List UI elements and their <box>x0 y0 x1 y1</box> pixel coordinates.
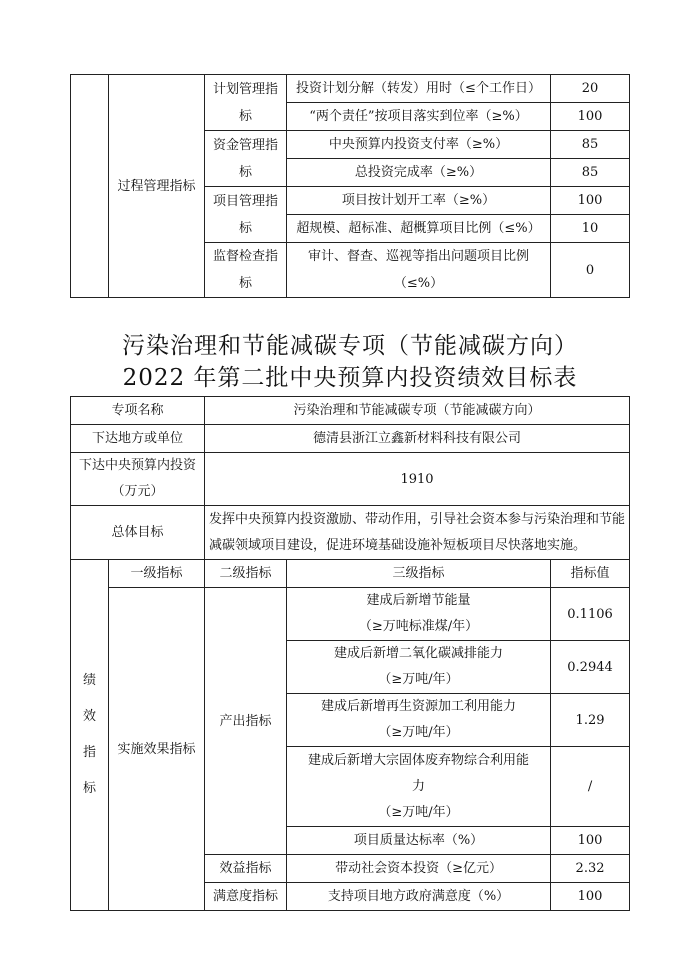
project-management-label: 项目管理指标 <box>205 187 287 243</box>
implementation-effect-label: 实施效果指标 <box>109 588 205 911</box>
indicator-value: 100 <box>551 103 630 131</box>
indicator-value: 85 <box>551 159 630 187</box>
process-indicators-table <box>70 74 630 298</box>
investment-label-line-1: 下达中央预算内投资 <box>79 458 197 473</box>
investment-value: 1910 <box>205 453 630 506</box>
process-category: 过程管理指标 <box>109 75 205 298</box>
satisfaction-indicator-label: 满意度指标 <box>205 883 287 911</box>
satisfaction-indicator: 支持项目地方政府满意度（%） <box>287 883 551 911</box>
supervision-label: 监督检查指标 <box>205 243 287 298</box>
unit-label: 下达地方或单位 <box>71 425 205 453</box>
output-value: 0.2944 <box>551 641 630 694</box>
output-indicator: 建成后新增大宗固体废弃物综合利用能 力 （≥万吨/年） <box>287 747 551 827</box>
output-indicator-label: 产出指标 <box>205 588 287 855</box>
indicator-value: 85 <box>551 131 630 159</box>
performance-indicator-side-label: 绩 效 指 标 <box>71 560 109 911</box>
overall-goal-label: 总体目标 <box>71 506 205 560</box>
page-title-line-2: 2022 年第二批中央预算内投资绩效目标表 <box>122 365 578 391</box>
output-indicator: 建成后新增节能量 （≥万吨标准煤/年） <box>287 588 551 641</box>
project-name-value: 污染治理和节能减碳专项（节能减碳方向） <box>205 397 630 425</box>
side-blank-cell <box>71 75 109 298</box>
header-level2: 二级指标 <box>205 560 287 588</box>
indicator-value: 20 <box>551 75 630 103</box>
header-value: 指标值 <box>551 560 630 588</box>
page-title-line-1: 污染治理和节能减碳专项（节能减碳方向） <box>122 333 578 359</box>
indicator-value: 10 <box>551 215 630 243</box>
indicator-name: 投资计划分解（转发）用时（≤个工作日） <box>287 75 551 103</box>
investment-label-line-2: （万元） <box>111 484 164 499</box>
indicator-name: “两个责任”按项目落实到位率（≥%） <box>287 103 551 131</box>
satisfaction-value: 100 <box>551 883 630 911</box>
indicator-value: 0 <box>551 243 630 298</box>
benefit-indicator: 带动社会资本投资（≥亿元） <box>287 855 551 883</box>
output-value: 0.1106 <box>551 588 630 641</box>
plan-management-label: 计划管理指标 <box>205 75 287 131</box>
header-level3: 三级指标 <box>287 560 551 588</box>
header-level1: 一级指标 <box>109 560 205 588</box>
output-indicator: 建成后新增再生资源加工利用能力 （≥万吨/年） <box>287 694 551 747</box>
indicator-name: 审计、督查、巡视等指出问题项目比例（≤%） <box>287 243 551 298</box>
benefit-value: 2.32 <box>551 855 630 883</box>
fund-management-label: 资金管理指标 <box>205 131 287 187</box>
unit-value: 德清县浙江立鑫新材料科技有限公司 <box>205 425 630 453</box>
output-value: / <box>551 747 630 827</box>
output-value: 100 <box>551 827 630 855</box>
benefit-indicator-label: 效益指标 <box>205 855 287 883</box>
output-indicator: 项目质量达标率（%） <box>287 827 551 855</box>
performance-target-table <box>70 396 630 911</box>
output-value: 1.29 <box>551 694 630 747</box>
indicator-name: 中央预算内投资支付率（≥%） <box>287 131 551 159</box>
indicator-name: 项目按计划开工率（≥%） <box>287 187 551 215</box>
indicator-value: 100 <box>551 187 630 215</box>
indicator-name: 总投资完成率（≥%） <box>287 159 551 187</box>
output-indicator: 建成后新增二氧化碳减排能力 （≥万吨/年） <box>287 641 551 694</box>
overall-goal-text: 发挥中央预算内投资激励、带动作用，引导社会资本参与污染治理和节能减碳领域项目建设，促进环境基础设施补短板项目尽快落地实施。 <box>205 506 630 560</box>
indicator-name: 超规模、超标准、超概算项目比例（≤%） <box>287 215 551 243</box>
investment-label <box>71 453 205 506</box>
project-name-label: 专项名称 <box>71 397 205 425</box>
